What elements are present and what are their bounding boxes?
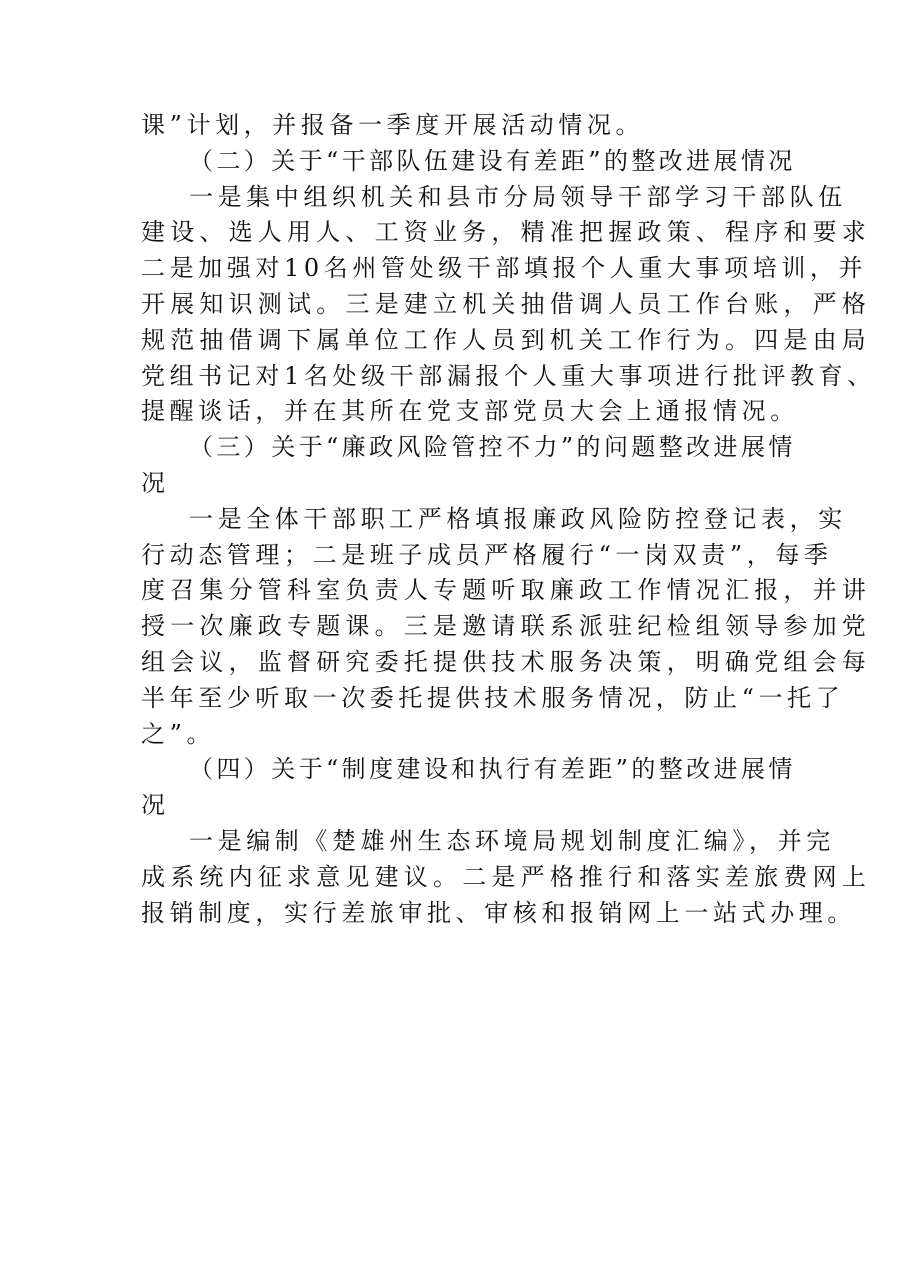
paragraph-line: 报销制度，实行差旅审批、审核和报销网上一站式办理。	[141, 898, 856, 927]
paragraph-line: 提醒谈话，并在其所在党支部党员大会上通报情况。	[141, 397, 799, 426]
paragraph-line: 一是全体干部职工严格填报廉政风险防控登记表，实	[189, 504, 847, 533]
section-heading-4: （四）关于“制度建设和执行有差距”的整改进展情	[189, 755, 796, 784]
paragraph-line: 开展知识测试。三是建立机关抽借调人员工作台账，严格	[141, 289, 871, 318]
paragraph-line: 课”计划，并报备一季度开展活动情况。	[141, 111, 645, 139]
paragraph-line: 半年至少听取一次委托提供技术服务情况，防止“一托了	[141, 683, 845, 712]
document-body	[141, 108, 876, 931]
section-heading-2: （二）关于“干部队伍建设有差距”的整改进展情况	[189, 146, 796, 175]
paragraph-line: 党组书记对1名处级干部漏报个人重大事项进行批评教育、	[141, 361, 876, 390]
paragraph-line: 成系统内征求意见建议。二是严格推行和落实差旅费网上	[141, 862, 871, 891]
section-heading-4-cont: 况	[141, 791, 170, 820]
paragraph-line: 一是编制《楚雄州生态环境局规划制度汇编》，并完	[189, 826, 835, 855]
paragraph-line: 规范抽借调下属单位工作人员到机关工作行为。四是由局	[141, 325, 871, 354]
paragraph-line: 一是集中组织机关和县市分局领导干部学习干部队伍	[189, 182, 847, 211]
section-heading-3: （三）关于“廉政风险管控不力”的问题整改进展情	[189, 433, 796, 462]
paragraph-line: 二是加强对10名州管处级干部填报个人重大事项培训，并	[141, 254, 868, 283]
paragraph-line: 建设、选人用人、工资业务，精准把握政策、程序和要求	[141, 218, 871, 247]
section-heading-3-cont: 况	[141, 468, 170, 497]
paragraph-line: 度召集分管科室负责人专题听取廉政工作情况汇报，并讲	[141, 576, 871, 605]
paragraph-line: 行动态管理；二是班子成员严格履行“一岗双责”，每季	[141, 540, 833, 569]
paragraph-line: 授一次廉政专题课。三是邀请联系派驻纪检组领导参加党	[141, 612, 871, 641]
paragraph-line: 之”。	[141, 719, 216, 748]
paragraph-line: 组会议，监督研究委托提供技术服务决策，明确党组会每	[141, 647, 871, 676]
